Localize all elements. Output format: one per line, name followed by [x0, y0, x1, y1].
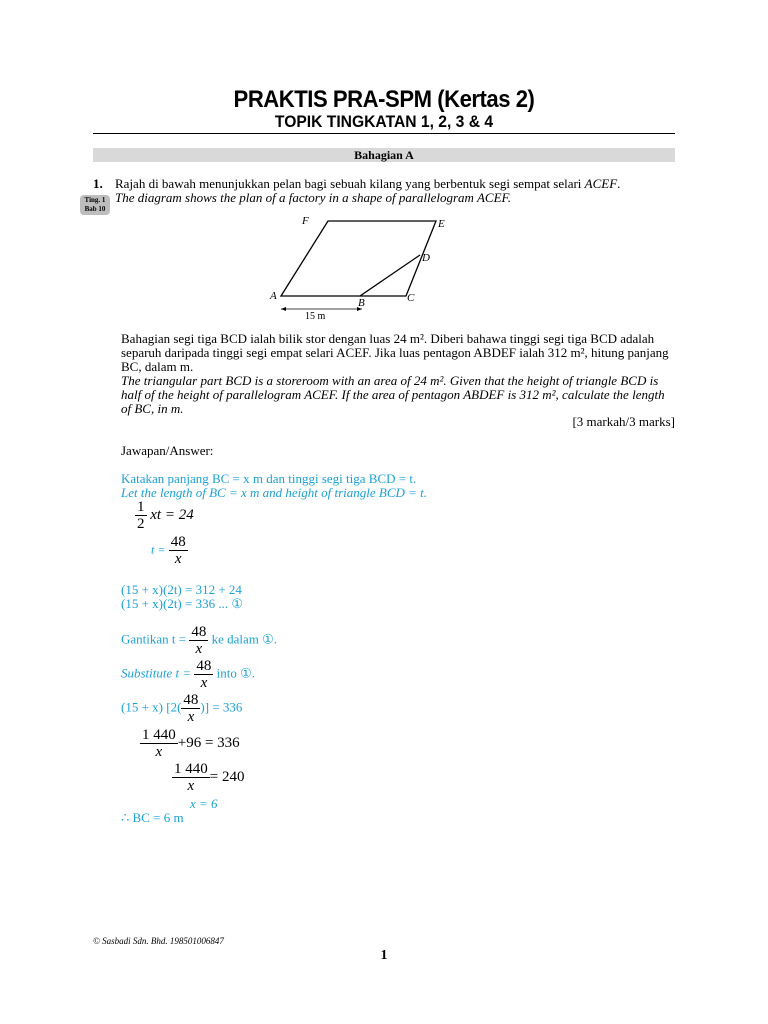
page-number: 1	[380, 948, 388, 963]
answer-label: Jawapan/Answer:	[121, 443, 214, 458]
copyright-footer: © Sasbadi Sdn. Bhd. 198501006847	[93, 936, 224, 946]
body-malay-2: separuh daripada tinggi segi empat selari ACEF. Jika luas pentagon ABDEF ialah 312 m², hitung panjang	[121, 345, 669, 360]
label-d: D	[422, 252, 430, 264]
title-divider	[93, 133, 675, 134]
parallelogram-acef	[281, 221, 436, 296]
answer-let-english: Let the length of BC = x m and height of triangle BCD = t.	[121, 485, 428, 500]
question-number: 1.	[93, 176, 103, 191]
dimension-label: 15 m	[305, 311, 326, 322]
equation-4: (15 + x)(2t) = 336 ... ①	[121, 596, 243, 611]
equation-2: t = $\frac{48}{x}$	[151, 534, 186, 567]
arrow-left-icon	[281, 307, 286, 311]
equation-7: $\frac{1 440}{x}$ = 240	[174, 761, 245, 794]
body-english-1: The triangular part BCD is a storeroom with an area of 24 m². Given that the height of triangle BCD is	[121, 373, 659, 388]
substitute-english: Substitute t = $\frac{48}{x}$ into ①.	[121, 658, 256, 691]
segment-bd	[360, 255, 420, 296]
page-title: PRAKTIS PRA-SPM (Kertas 2)	[233, 86, 535, 113]
body-malay-3: BC, dalam m.	[121, 359, 194, 374]
label-e: E	[438, 218, 445, 230]
final-answer: ∴ BC = 6 m	[121, 810, 184, 825]
answer-let-malay: Katakan panjang BC = x m dan tinggi segi tiga BCD = t.	[121, 471, 417, 486]
equation-8: x = 6	[190, 796, 218, 811]
page-subtitle: TOPIK TINGKATAN 1, 2, 3 & 4	[274, 112, 494, 131]
equation-5: (15 + x) [2( $\frac{48}{x}$ )] = 336	[121, 692, 243, 725]
equation-1: $\frac{1}{2}$ xt = 24	[137, 499, 194, 532]
tag-chapter: Bab 10	[84, 205, 106, 213]
chapter-tag	[80, 195, 110, 215]
label-a: A	[270, 290, 277, 302]
section-header: Bahagian A	[93, 148, 675, 162]
marks-label: [3 markah/3 marks]	[572, 414, 675, 429]
question-intro-malay: Rajah di bawah menunjukkan pelan bagi sebuah kilang yang berbentuk segi sempat selari ACEF.	[115, 176, 621, 191]
label-b: B	[358, 297, 365, 309]
body-english-2: half of the height of parallelogram ACEF. If the area of pentagon ABDEF is 312 m², calculate the length	[121, 387, 665, 402]
label-c: C	[407, 292, 415, 304]
label-f: F	[302, 215, 309, 227]
body-malay-1: Bahagian segi tiga BCD ialah bilik stor dengan luas 24 m². Diberi bahawa tinggi segi tiga BCD adalah	[121, 331, 655, 346]
substitute-malay: Gantikan t = $\frac{48}{x}$ ke dalam ①.	[121, 624, 278, 657]
body-english-3: of BC, in m.	[121, 401, 184, 416]
parallelogram-diagram	[260, 210, 460, 325]
tag-form: Ting. 1	[84, 196, 106, 204]
equation-3: (15 + x)(2t) = 312 + 24	[121, 582, 242, 597]
question-intro-english: The diagram shows the plan of a factory in a shape of parallelogram ACEF.	[115, 190, 512, 205]
equation-6: $\frac{1 440}{x}$ +96 = 336	[142, 727, 240, 760]
